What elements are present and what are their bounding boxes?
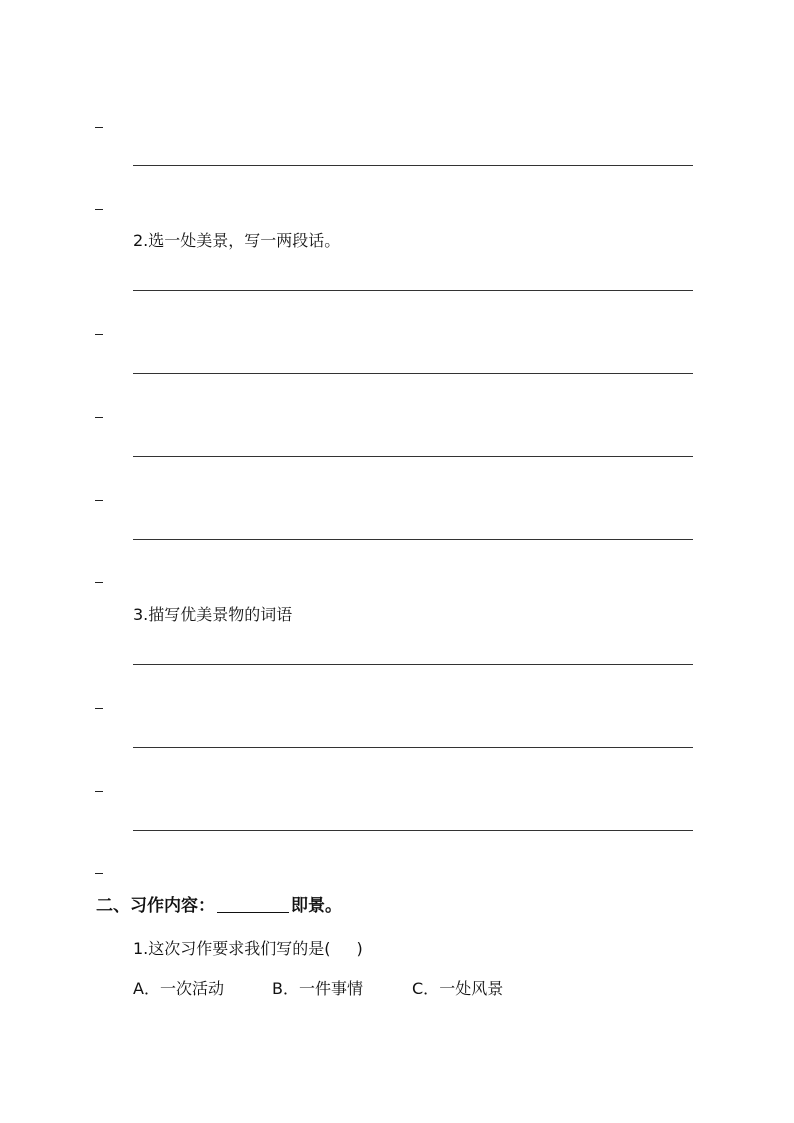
- margin-mark: [95, 873, 103, 874]
- writing-line[interactable]: [133, 747, 693, 748]
- question-2-label: 2.选一处美景，写一两段话。: [133, 231, 341, 250]
- writing-line[interactable]: [133, 373, 693, 374]
- option-b-letter: B．: [272, 979, 299, 998]
- margin-mark: [95, 708, 103, 709]
- margin-mark: [95, 582, 103, 583]
- margin-mark: [95, 417, 103, 418]
- section-2-heading-suffix: 即景。: [291, 896, 342, 916]
- writing-line[interactable]: [133, 165, 693, 166]
- option-a-text: 一次活动: [159, 979, 224, 998]
- option-c[interactable]: [412, 979, 503, 999]
- writing-line[interactable]: [133, 456, 693, 457]
- writing-line[interactable]: [133, 290, 693, 291]
- question-3-label: 3.描写优美景物的词语: [133, 605, 293, 624]
- option-c-letter: C．: [412, 979, 440, 998]
- margin-mark: [95, 500, 103, 501]
- margin-mark: [95, 791, 103, 792]
- question-1-stem: 1.这次习作要求我们写的是(: [133, 939, 331, 958]
- margin-mark: [95, 334, 103, 335]
- writing-line[interactable]: [133, 539, 693, 540]
- margin-mark: [95, 127, 103, 128]
- question-1: [133, 939, 363, 959]
- option-b-text: 一件事情: [298, 979, 363, 998]
- section-2-heading: [96, 895, 342, 917]
- writing-line[interactable]: [133, 830, 693, 831]
- option-c-text: 一处风景: [439, 979, 504, 998]
- margin-mark: [95, 209, 103, 210]
- heading-blank[interactable]: [217, 896, 289, 913]
- section-2-heading-prefix: 二、习作内容：: [96, 896, 215, 916]
- option-a[interactable]: [133, 979, 224, 999]
- option-a-letter: A．: [133, 979, 160, 998]
- option-b[interactable]: [272, 979, 363, 999]
- question-1-close-paren: ): [356, 939, 363, 958]
- writing-line[interactable]: [133, 664, 693, 665]
